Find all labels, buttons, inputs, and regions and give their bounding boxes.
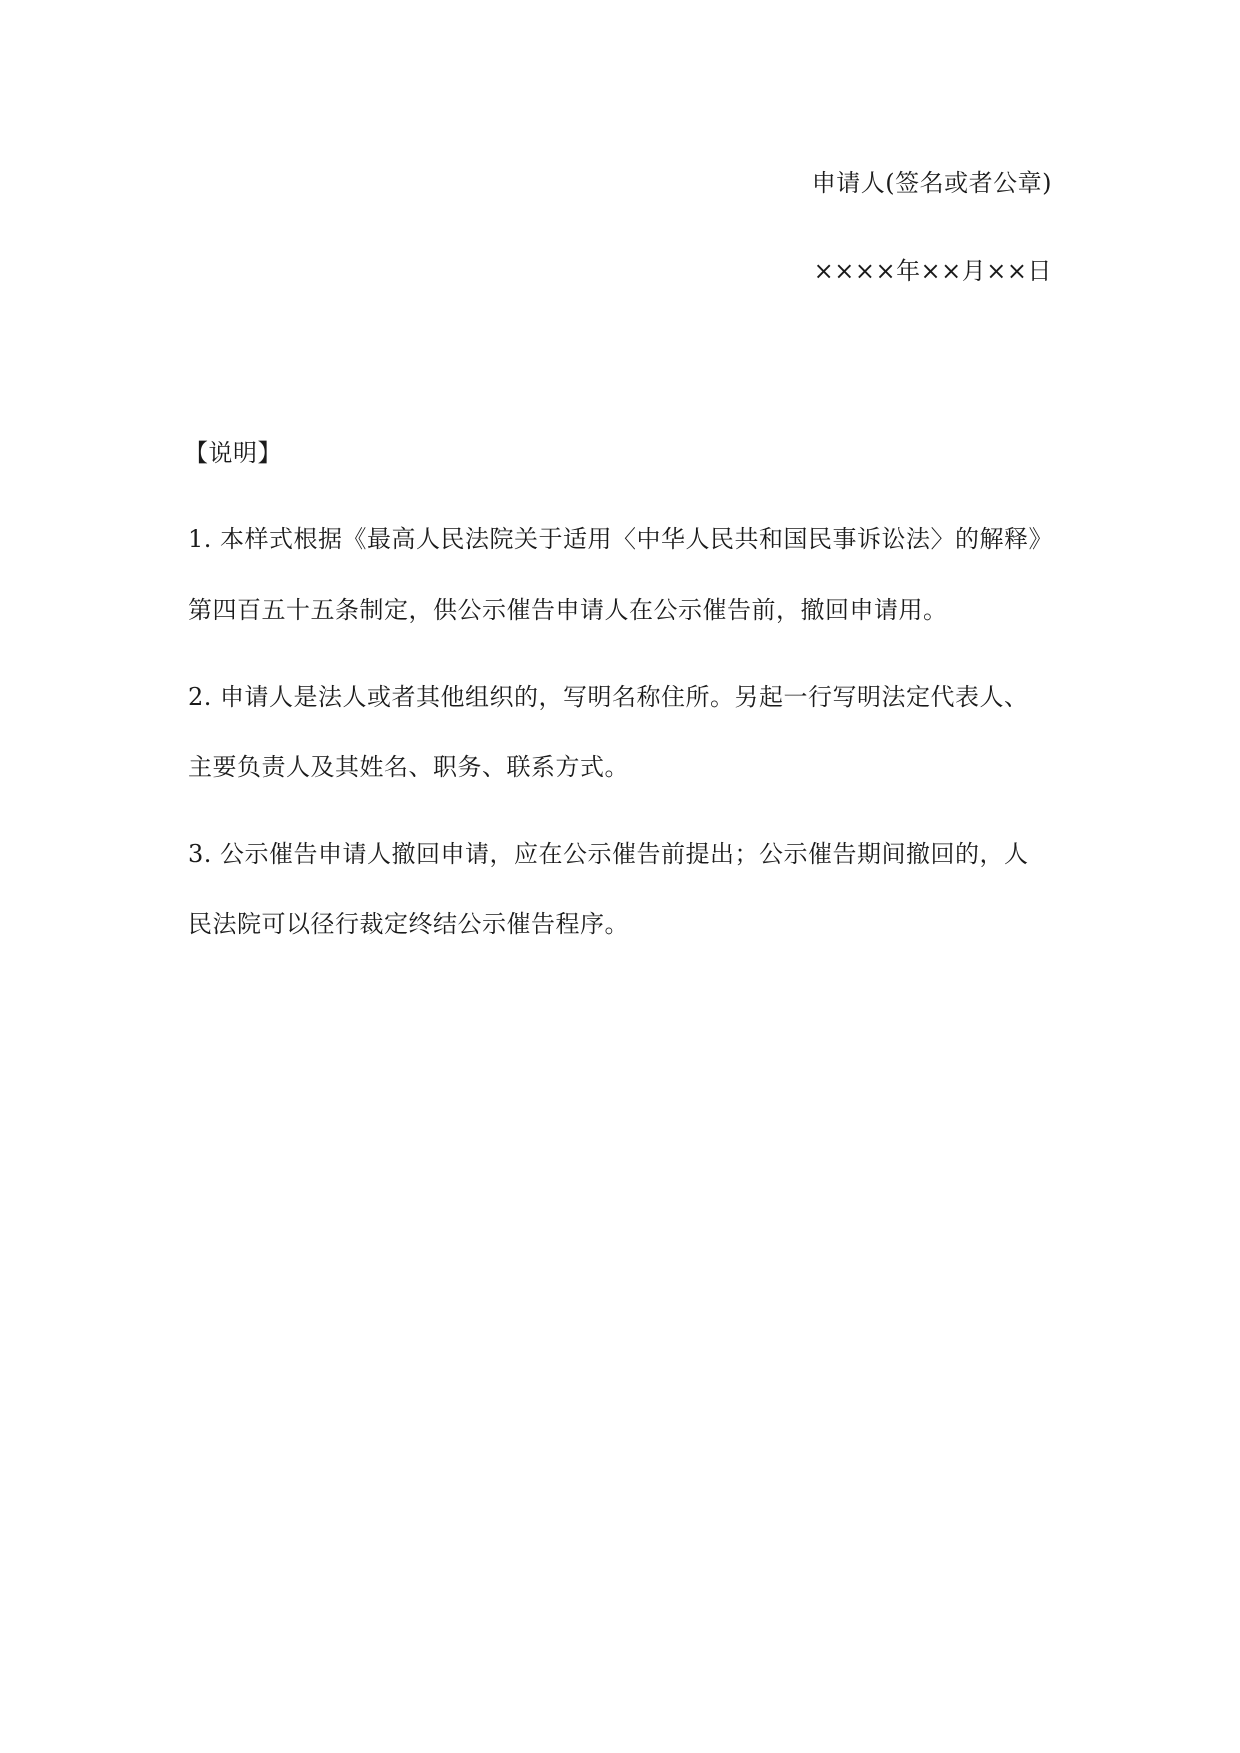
note-item-1-line-1: 1. 本样式根据《最高人民法院关于适用〈中华人民共和国民事诉讼法〉的解释》 [188, 525, 1054, 553]
note-item-3-line-2: 民法院可以径行裁定终结公示催告程序。 [188, 910, 629, 938]
note-item-3-line-1: 3. 公示催告申请人撤回申请，应在公示催告前提出；公示催告期间撤回的，人 [188, 840, 1029, 868]
applicant-signature-label: 申请人(签名或者公章) [811, 169, 1052, 197]
date-placeholder: ××××年××月××日 [813, 257, 1052, 285]
note-item-1-line-2: 第四百五十五条制定，供公示催告申请人在公示催告前，撤回申请用。 [188, 596, 948, 624]
notes-heading: 【说明】 [184, 439, 282, 467]
note-item-2-line-2: 主要负责人及其姓名、职务、联系方式。 [188, 753, 629, 781]
note-item-2-line-1: 2. 申请人是法人或者其他组织的，写明名称住所。另起一行写明法定代表人、 [188, 683, 1029, 711]
